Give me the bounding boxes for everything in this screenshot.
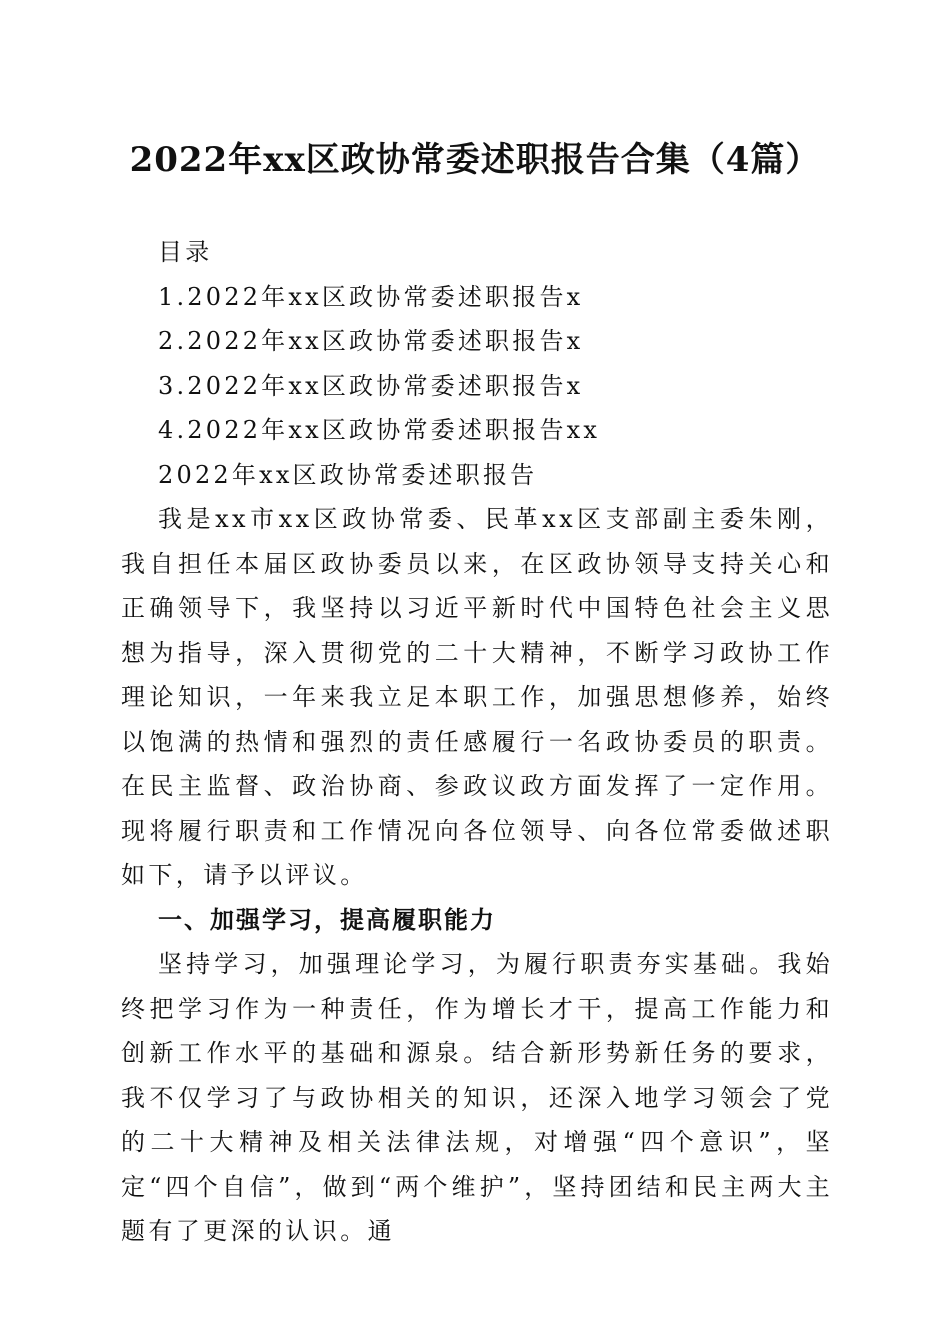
toc-item-2: 2.2022年xx区政协常委述职报告x (158, 327, 584, 355)
intro-paragraph: 我是xx市xx区政协常委、民革xx区支部副主委朱刚，我自担任本届区政协委员以来，在区政协领导支持关心和正确领导下，我坚持以习近平新时代中国特色社会主义思想为指导，深入贯彻党的二十大精神，不断学习政协工作理论知识，一年来我立足本职工作，加强思想修养，始终以饱满的热情和强烈的责任感履行一名政协委员的职责。在民主监督、政治协商、参政议政方面发挥了一定作用。现将履行职责和工作情况向各位领导、向各位常委做述职如下，请予以评议。 (121, 505, 833, 889)
document-body (121, 230, 833, 1254)
document-title: 2022年xx区政协常委述职报告合集（4篇） (129, 140, 821, 180)
toc-label: 目录 (158, 238, 213, 266)
section-heading-1: 一、加强学习，提高履职能力 (158, 905, 496, 934)
section-paragraph-1: 坚持学习，加强理论学习，为履行职责夯实基础。我始终把学习作为一种责任，作为增长才干，提高工作能力和创新工作水平的基础和源泉。结合新形势新任务的要求，我不仅学习了与政协相关的知识，还深入地学习领会了党的二十大精神及相关法律法规，对增强“四个意识”，坚定“四个自信”，做到“两个维护”，坚持团结和民主两大主题有了更深的认识。通 (121, 950, 833, 1245)
report-title: 2022年xx区政协常委述职报告 (158, 460, 538, 489)
toc-item-1: 1.2022年xx区政协常委述职报告x (158, 282, 584, 311)
toc-item-4: 4.2022年xx区政协常委述职报告xx (158, 416, 601, 444)
toc-item-3: 3.2022年xx区政协常委述职报告x (158, 371, 584, 400)
